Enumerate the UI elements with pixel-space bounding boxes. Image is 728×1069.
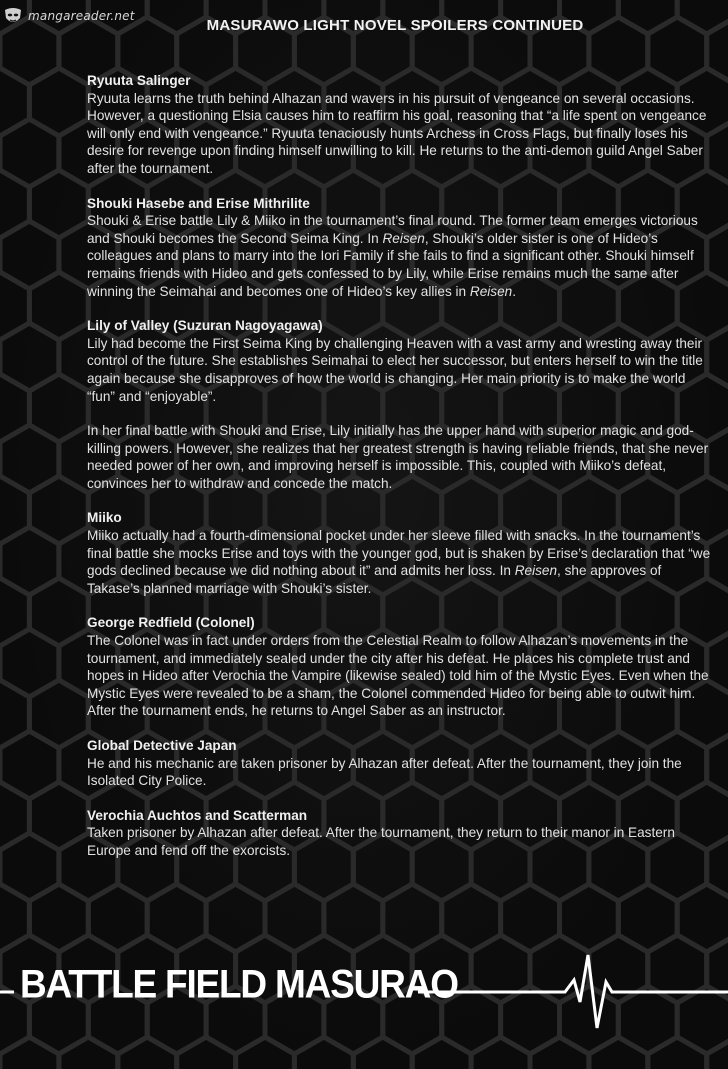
spoiler-section bbox=[87, 737, 711, 790]
hexagon-cell bbox=[707, 1037, 728, 1069]
hexagon-cell bbox=[294, 1037, 353, 1069]
section-heading: Lily of Valley (Suzuran Nagoyagawa) bbox=[87, 318, 323, 334]
paragraph-text: Ryuuta learns the truth behind Alhazan and wavers in his pursuit of vengeance on several occasions. However, a questioning Elsia causes him to reaffirm his goal, reasoning that “a life spent on vengeance will only end with vengeance.” Ryuuta tenaciously hunts Archess in Cross Flags, but finally loses his desire for revenge upon finding himself unwilling to kill. He returns to the anti-demon guild Angel Saber after the tournament. bbox=[87, 90, 707, 176]
hexagon-cell bbox=[648, 1037, 707, 1069]
section-heading: Miiko bbox=[87, 510, 122, 526]
spoiler-section bbox=[87, 509, 711, 597]
italic-title-text: Reisen bbox=[469, 283, 513, 299]
hexagon-cell bbox=[589, 1037, 648, 1069]
hexagon-cell bbox=[59, 1037, 118, 1069]
section-heading: George Redfield (Colonel) bbox=[87, 615, 255, 631]
spoiler-section bbox=[87, 72, 711, 178]
paragraph-text: In her final battle with Shouki and Erise, Lily initially has the upper hand with superior magic and god-killing powers. However, she realizes that her greatest strength is having reliable friends, that she never needed power of her own, and improving herself is impossible. This, coupled with Miiko’s defeat, convinces her to withdraw and concede the match. bbox=[87, 423, 709, 491]
paragraph-text: . bbox=[512, 283, 516, 299]
section-paragraph bbox=[87, 527, 711, 597]
spoiler-content bbox=[87, 72, 711, 877]
paragraph-text: The Colonel was in fact under orders from the Celestial Realm to follow Alhazan’s movements in the tournament, and immediately sealed under the city after his defeat. He places his complete trust and hopes in Hideo after Verochia the Vampire (likewise sealed) told him of the Mystic Eyes. Even when the Mystic Eyes were revealed to be a sham, the Colonel commended Hideo for being able to outwit him. After the tournament ends, he returns to Angel Saber as an instructor. bbox=[87, 633, 709, 719]
section-heading: Shouki Hasebe and Erise Mithrilite bbox=[87, 195, 310, 211]
hexagon-cell bbox=[118, 1037, 177, 1069]
watermark-text: mangareader.net bbox=[28, 9, 135, 23]
hexagon-cell bbox=[353, 1037, 412, 1069]
spoiler-section bbox=[87, 317, 711, 492]
paragraph-text: , she approves of Takase’s planned marriage with Shouki’s sister. bbox=[87, 563, 662, 596]
hexagon-cell bbox=[0, 1037, 59, 1069]
paragraph-text: He and his mechanic are taken prisoner by Alhazan after defeat. After the tournament, they join the Isolated City Police. bbox=[87, 755, 682, 789]
paragraph-text: , Shouki’s older sister is one of Hideo’s colleagues and plans to marry into the Iori Family if she fails to find a significant other. Shouki himself remains friends with Hideo and gets confessed to by Lily, while Erise remains much the same after winning the Seimahai and becomes one of Hideo’s key allies in bbox=[87, 230, 694, 299]
section-paragraph bbox=[87, 422, 711, 492]
italic-title-text: Reisen bbox=[514, 563, 558, 579]
italic-title-text: Reisen bbox=[382, 230, 425, 246]
paragraph-text: Miiko actually had a fourth-dimensional pocket under her sleeve filled with snacks. In the tournament’s final battle she mocks Erise and toys with the younger god, but is shaken by Erise’s declaration that “we gods declined because we did nothing about it” and admits her loss. In bbox=[87, 528, 711, 579]
section-heading: Ryuuta Salinger bbox=[87, 73, 191, 88]
section-paragraph bbox=[87, 212, 711, 300]
section-paragraph bbox=[87, 755, 711, 790]
footer-title: BATTLE FIELD MASURAO bbox=[20, 962, 458, 1007]
spoiler-section bbox=[87, 614, 711, 720]
spoiler-section bbox=[87, 807, 711, 860]
paragraph-text: Taken prisoner by Alhazan after defeat. After the tournament, they return to their manor in Eastern Europe and fend off the exorcists. bbox=[87, 825, 675, 858]
hexagon-cell bbox=[530, 1037, 589, 1069]
section-paragraph bbox=[87, 632, 711, 720]
section-paragraph bbox=[87, 335, 711, 405]
spoiler-section bbox=[87, 195, 711, 301]
section-paragraph bbox=[87, 824, 711, 859]
paragraph-text: Lily had become the First Seima King by challenging Heaven with a vast army and wresting away their control of the future. She establishes Seimahai to elect her successor, but enters herself to win the title again because she disapproves of how the world is changing. Her main priority is to make the world “fun” and “enjoyable”. bbox=[87, 335, 703, 404]
section-heading: Global Detective Japan bbox=[87, 738, 237, 753]
hexagon-cell bbox=[236, 1037, 295, 1069]
hexagon-cell bbox=[412, 1037, 471, 1069]
hexagon-cell bbox=[471, 1037, 530, 1069]
page-title: MASURAWO LIGHT NOVEL SPOILERS CONTINUED bbox=[206, 17, 584, 34]
hexagon-cell bbox=[177, 1037, 236, 1069]
section-paragraph bbox=[87, 90, 711, 178]
paragraph-text: Shouki & Erise battle Lily & Miiko in the tournament’s final round. The former team emerges victorious and Shouki becomes the Second Seima King. In bbox=[87, 213, 698, 246]
section-heading: Verochia Auchtos and Scatterman bbox=[87, 807, 308, 823]
